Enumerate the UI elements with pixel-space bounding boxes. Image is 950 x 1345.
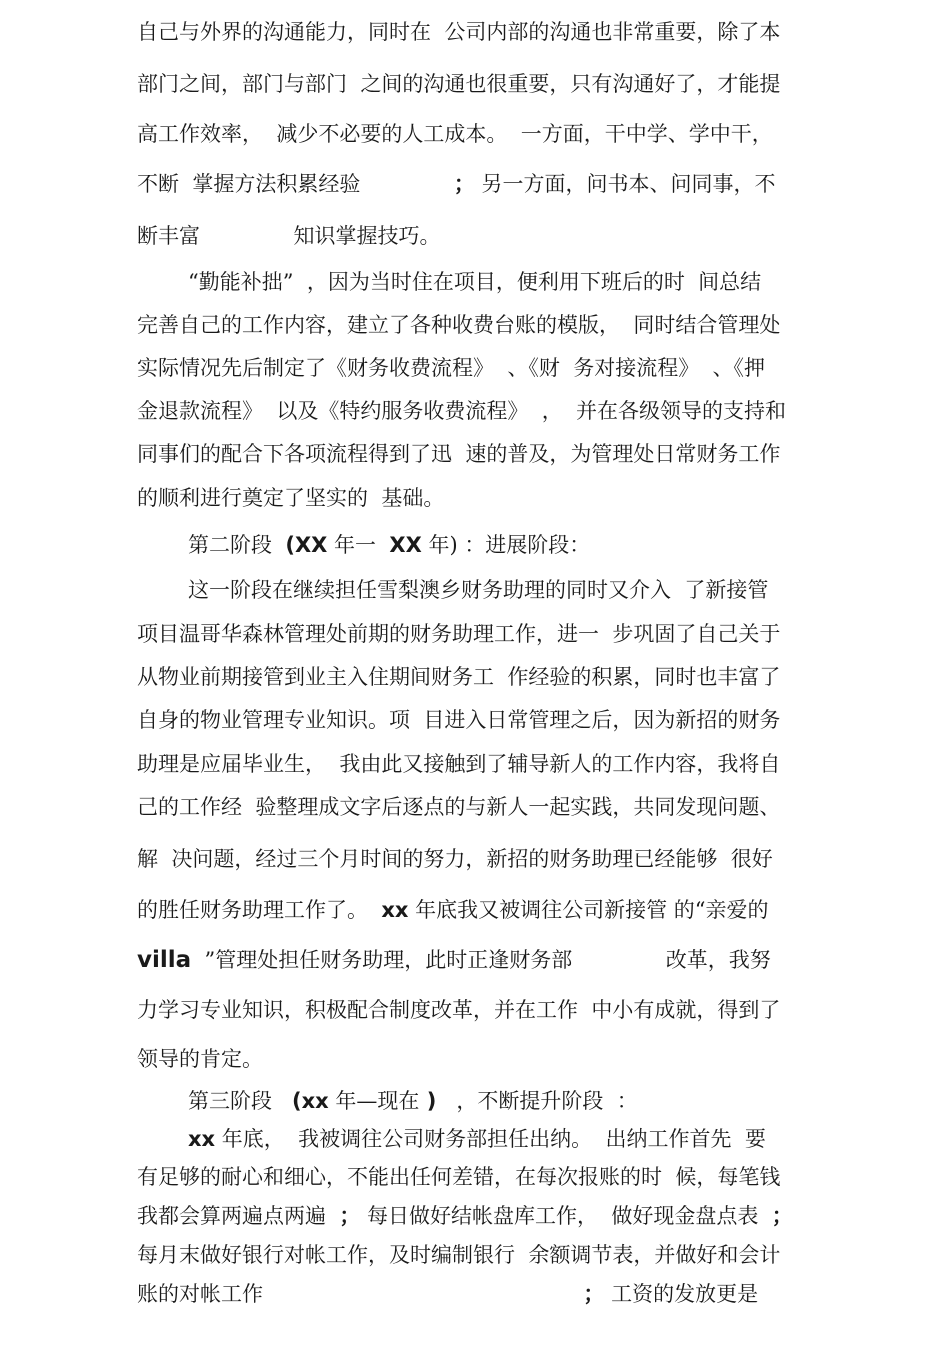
paragraph-first-line: 这一阶段在继续担任雪梨澳乡财务助理的同时又介入 了新接管 [188, 578, 769, 602]
text-line: 领导的肯定。 [137, 1047, 263, 1071]
text-line: 完善自己的工作内容，建立了各种收费台账的模版， 同时结合管理处 [137, 313, 781, 337]
text-line: 的顺利进行奠定了坚实的 基础。 [137, 486, 445, 510]
text-line: 实际情况先后制定了《财务收费流程》 、《财 务对接流程》 、《押 [137, 356, 766, 380]
text-line: 每月末做好银行对帐工作，及时编制银行 余额调节表，并做好和会计 [137, 1243, 781, 1267]
text-line: 力学习专业知识，积极配合制度改革，并在工作 中小有成就，得到了 [137, 998, 781, 1022]
text-line: 断丰富 知识掌握技巧。 [137, 224, 441, 248]
text-line: 的胜任财务助理工作了。 xx 年底我又被调往公司新接管 的“亲爱的 [137, 898, 769, 922]
text-line: 账的对帐工作 ； 工资的发放更是 [137, 1282, 759, 1306]
text-line: 助理是应届毕业生， 我由此又接触到了辅导新人的工作内容，我将自 [137, 752, 781, 776]
paragraph-first-line: xx 年底， 我被调往公司财务部担任出纳。 出纳工作首先 要 [188, 1127, 766, 1151]
stage-heading: 第二阶段 (XX 年一 XX 年) ：进展阶段： [188, 533, 591, 557]
text-line: 己的工作经 验整理成文字后逐点的与新人一起实践，共同发现问题、 [137, 795, 781, 819]
stage-heading: 第三阶段 (xx 年—现在 ) ，不断提升阶段 ： [188, 1089, 638, 1113]
text-line: 项目温哥华森林管理处前期的财务助理工作，进一 步巩固了自己关于 [137, 622, 781, 646]
text-line: villa ”管理处担任财务助理，此时正逢财务部 改革，我努 [137, 947, 771, 973]
text-line: 自己与外界的沟通能力，同时在 公司内部的沟通也非常重要，除了本 [137, 20, 781, 44]
text-line: 自身的物业管理专业知识。项 目进入日常管理之后，因为新招的财务 [137, 708, 781, 732]
text-line: 有足够的耐心和细心，不能出任何差错，在每次报账的时 候，每笔钱 [137, 1165, 781, 1189]
text-line: 同事们的配合下各项流程得到了迅 速的普及，为管理处日常财务工作 [137, 442, 781, 466]
text-line: 解 决问题，经过三个月时间的努力，新招的财务助理已经能够 很好 [137, 847, 773, 871]
text-line: 金退款流程》 以及《特约服务收费流程》 ， 并在各级领导的支持和 [137, 399, 787, 423]
text-line: 我都会算两遍点两遍 ； 每日做好结帐盘库工作， 做好现金盘点表 ； [137, 1204, 793, 1228]
text-line: 部门之间，部门与部门 之间的沟通也很重要，只有沟通好了，才能提 [137, 72, 781, 96]
text-line: 从物业前期接管到业主入住期间财务工 作经验的积累，同时也丰富了 [137, 665, 781, 689]
paragraph-first-line: “勤能补拙” ，因为当时住在项目，便利用下班后的时 间总结 [188, 270, 762, 294]
text-line: 高工作效率， 减少不必要的人工成本。 一方面，干中学、学中干， [137, 122, 773, 146]
text-line: 不断 掌握方法积累经验 ； 另一方面，问书本、问同事，不 [137, 172, 776, 196]
